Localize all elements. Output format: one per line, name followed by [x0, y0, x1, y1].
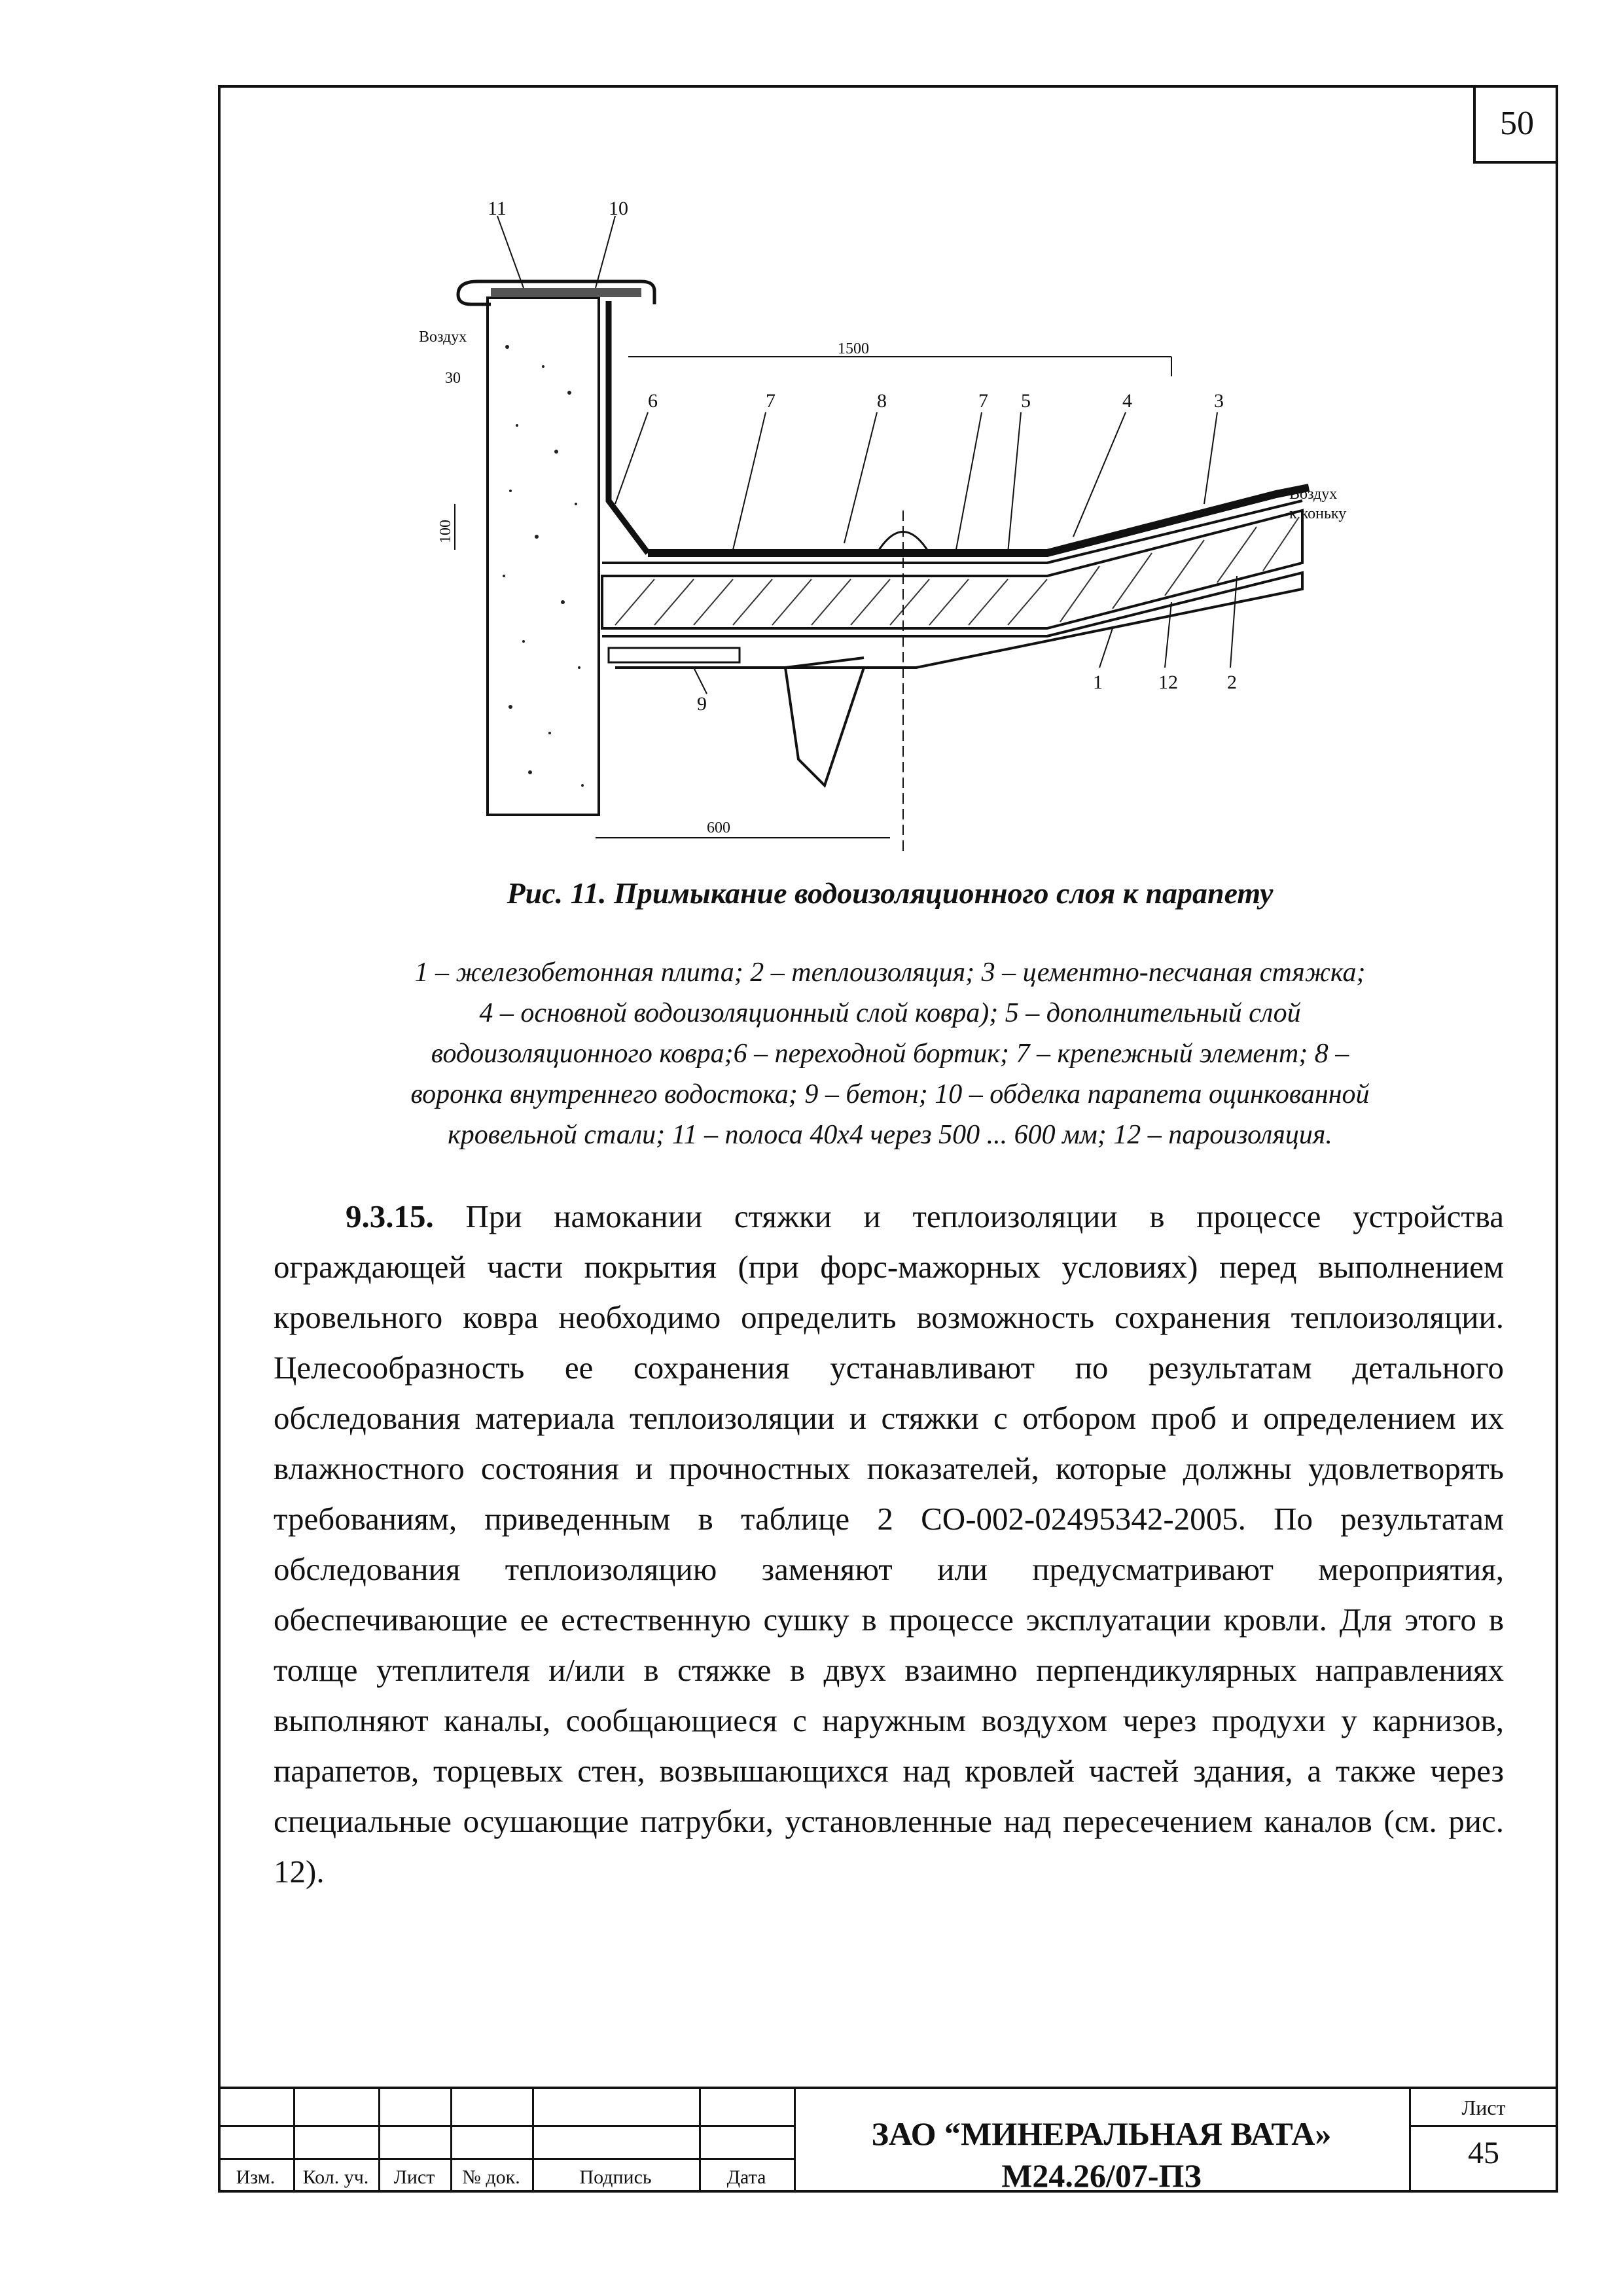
callout-5: 5 — [1021, 390, 1031, 412]
support-beam — [785, 658, 864, 785]
legend-line: воронка внутреннего водостока; 9 – бетон; 10 – обделка парапета оцинкованной — [410, 1079, 1370, 1109]
legend-line: кровельной стали; 11 – полоса 40х4 через 500 ... 600 мм; 12 – пароизоляция. — [448, 1120, 1332, 1150]
organization-name — [794, 2113, 1409, 2197]
callout-10: 10 — [609, 198, 628, 219]
roof-membrane — [648, 488, 1309, 553]
document-code: М24.26/07-ПЗ — [1001, 2157, 1202, 2194]
body-text — [274, 1191, 1504, 1897]
org-line-1: ЗАО “МИНЕРАЛЬНАЯ ВАТА» — [871, 2115, 1332, 2152]
insulation-hatch — [615, 517, 1299, 625]
callout-7b: 7 — [978, 390, 988, 412]
callout-4: 4 — [1122, 390, 1132, 412]
sheet-number: 45 — [1468, 2136, 1499, 2170]
paragraph-9-3-15 — [274, 1191, 1504, 1897]
paragraph-text: При намокании стяжки и теплоизоляции в процессе устройства ограждающей части покрытия (при форс-мажорных условиях) перед выполнением кровельного ковра необходимо определить возможность сохранения теплоизоляции. Целесообразность ее сохранения устанавливают по результатам детального обследования материала теплоизоляции и стяжки с отбором проб и определением их влажностного состояния и прочностных показателей, которые должны удовлетворять требованиям, приведенным в таблице 2 СО-002-02495342-2005. По результатам обследования теплоизоляцию заменяют или предусматривают мероприятия, обеспечивающие ее естественную сушку в процессе эксплуатации кровли. Для этого в толще утеплителя и/или в стяжке в двух взаимно перпендикулярных направлениях выполняют каналы, сообщающиеся с наружным воздухом через продухи у карнизов, парапетов, торцевых стен, возвышающихся над кровлей частей здания, а также через специальные осушающие патрубки, установленные над пересечением каналов (см. рис. 12). — [274, 1198, 1504, 1890]
parapet-wall — [488, 298, 599, 815]
callout-6: 6 — [648, 390, 658, 412]
concrete-filler — [609, 648, 740, 662]
dimension-30: 30 — [445, 370, 461, 387]
concrete-dots — [503, 345, 584, 787]
tb-label-date: Дата — [726, 2166, 766, 2188]
title-block — [218, 2087, 1558, 2193]
callout-12: 12 — [1158, 672, 1178, 693]
air-label-left: Воздух — [419, 329, 467, 346]
tb-label-doc-no: № док. — [462, 2166, 520, 2188]
tb-label-kol-uch: Кол. уч. — [302, 2166, 369, 2188]
legend-line: 1 – железобетонная плита; 2 – теплоизоляция; 3 – цементно-песчаная стяжка; — [414, 958, 1366, 988]
callout-3: 3 — [1214, 390, 1224, 412]
legend-line: водоизоляционного ковра;6 – переходной бортик; 7 – крепежный элемент; 8 – — [431, 1039, 1349, 1069]
callout-11: 11 — [488, 198, 507, 219]
legend-line: 4 – основной водоизоляционный слой ковра); 5 – дополнительный слой — [479, 998, 1301, 1028]
callout-9: 9 — [697, 693, 707, 715]
dimension-100: 100 — [437, 520, 454, 543]
tb-label-signature: Подпись — [579, 2166, 652, 2188]
parapet-drawing — [393, 196, 1387, 870]
steel-strip — [491, 288, 641, 297]
callout-8: 8 — [877, 390, 887, 412]
dimension-1500: 1500 — [838, 340, 869, 357]
callout-1: 1 — [1093, 672, 1103, 693]
sheet-label: Лист — [1461, 2096, 1506, 2119]
tb-label-izm: Изм. — [236, 2166, 276, 2188]
figure-caption: Рис. 11. Примыкание водоизоляционного слоя к парапету — [507, 876, 1274, 910]
air-label-right-2: к коньку — [1289, 505, 1347, 522]
air-label-right-1: Воздух — [1289, 486, 1338, 503]
page-number-top: 50 — [1473, 85, 1558, 164]
dimension-600: 600 — [707, 819, 730, 836]
callout-7a: 7 — [766, 390, 776, 412]
figure-legend — [275, 952, 1505, 1155]
callout-2: 2 — [1227, 672, 1237, 693]
concrete-slab — [602, 573, 1302, 668]
figure-parapet-detail — [393, 196, 1387, 870]
tb-label-list: Лист — [393, 2166, 435, 2188]
paragraph-number: 9.3.15. — [346, 1198, 434, 1234]
